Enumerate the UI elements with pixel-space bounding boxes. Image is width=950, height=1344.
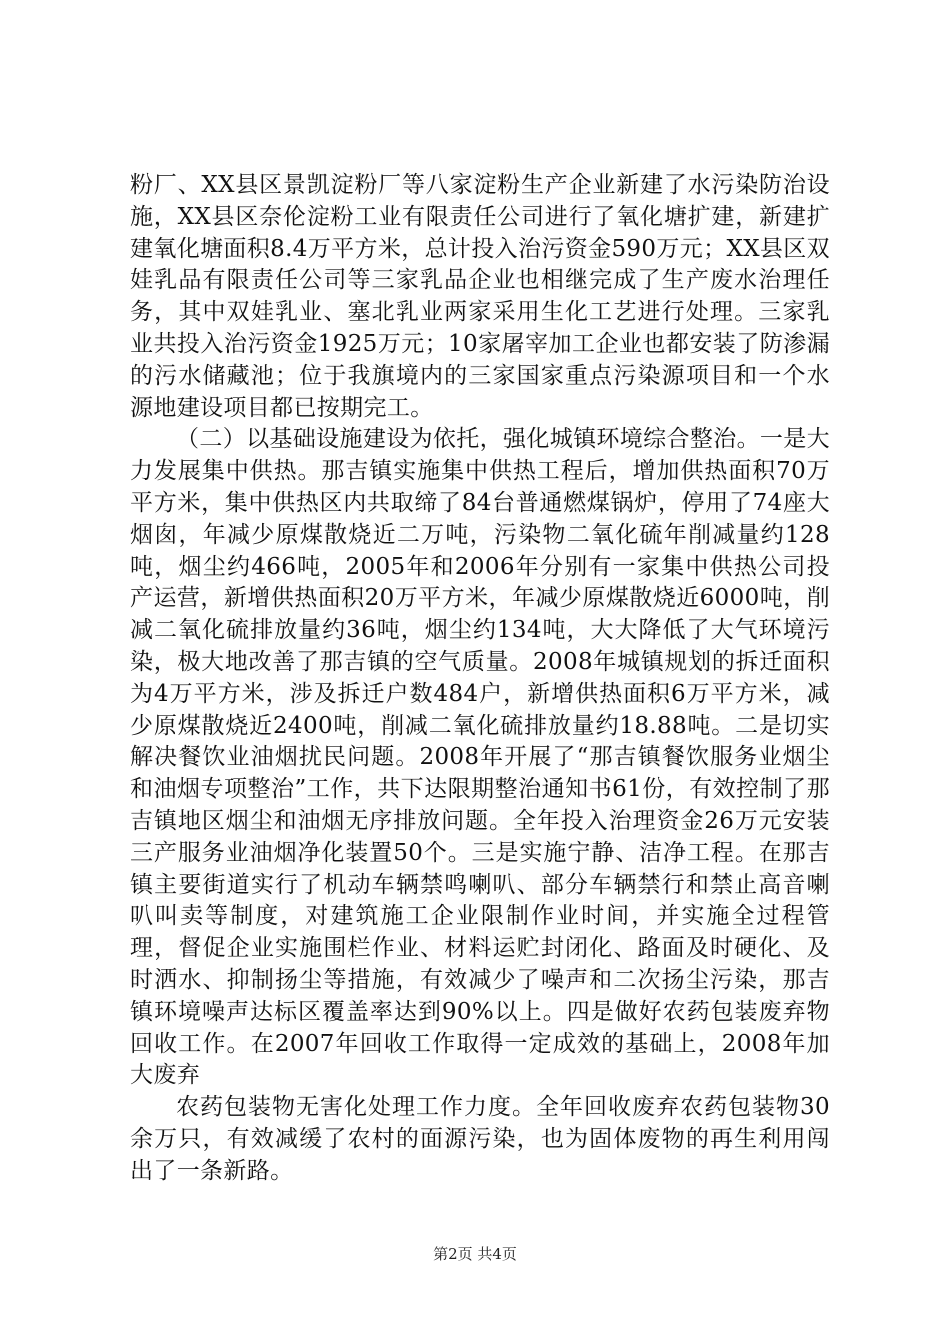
document-body [130,170,830,1188]
page-number-footer: 第2页 共4页 [433,1245,517,1263]
paragraph-3: 农药包装物无害化处理工作力度。全年回收废弃农药包装物30余万只，有效减缓了农村的面源污染，也为固体废物的再生利用闯出了一条新路。 [130,1094,830,1184]
paragraph-2: （二）以基础设施建设为依托，强化城镇环境综合整治。一是大力发展集中供热。那吉镇实施集中供热工程后，增加供热面积70万平方米，集中供热区内共取缔了84台普通燃煤锅炉，停用了74座大烟囱，年减少原煤散烧近二万吨，污染物二氧化硫年削减量约128吨，烟尘约466吨，2005年和2006年分别有一家集中供热公司投产运营，新增供热面积20万平方米，年减少原煤散烧近6000吨，削减二氧化硫排放量约36吨，烟尘约134吨，大大降低了大气环境污染，极大地改善了那吉镇的空气质量。2008年城镇规划的拆迁面积为4万平方米，涉及拆迁户数484户，新增供热面积6万平方米，减少原煤散烧近2400吨，削减二氧化硫排放量约18.88吨。二是切实解决餐饮业油烟扰民问题。2008年开展了“那吉镇餐饮服务业烟尘和油烟专项整治”工作，共下达限期整治通知书61份，有效控制了那吉镇地区烟尘和油烟无序排放问题。全年投入治理资金26万元安装三产服务业油烟净化装置50个。三是实施宁静、洁净工程。在那吉镇主要街道实行了机动车辆禁鸣喇叭、部分车辆禁行和禁止高音喇叭叫卖等制度，对建筑施工企业限制作业时间，并实施全过程管理，督促企业实施围栏作业、材料运贮封闭化、路面及时硬化、及时洒水、抑制扬尘等措施，有效减少了噪声和二次扬尘污染，那吉镇环境噪声达标区覆盖率达到90%以上。四是做好农药包装废弃物回收工作。在2007年回收工作取得一定成效的基础上，2008年加大废弃 [130,426,830,1089]
paragraph-1: 粉厂、XX县区景凯淀粉厂等八家淀粉生产企业新建了水污染防治设施，XX县区奈伦淀粉工业有限责任公司进行了氧化塘扩建，新建扩建氧化塘面积8.4万平方米，总计投入治污资金590万元；XX县区双娃乳品有限责任公司等三家乳品企业也相继完成了生产废水治理任务，其中双娃乳业、塞北乳业两家采用生化工艺进行处理。三家乳业共投入治污资金1925万元；10家屠宰加工企业也都安装了防渗漏的污水储藏池；位于我旗境内的三家国家重点污染源项目和一个水源地建设项目都已按期完工。 [130,172,830,421]
